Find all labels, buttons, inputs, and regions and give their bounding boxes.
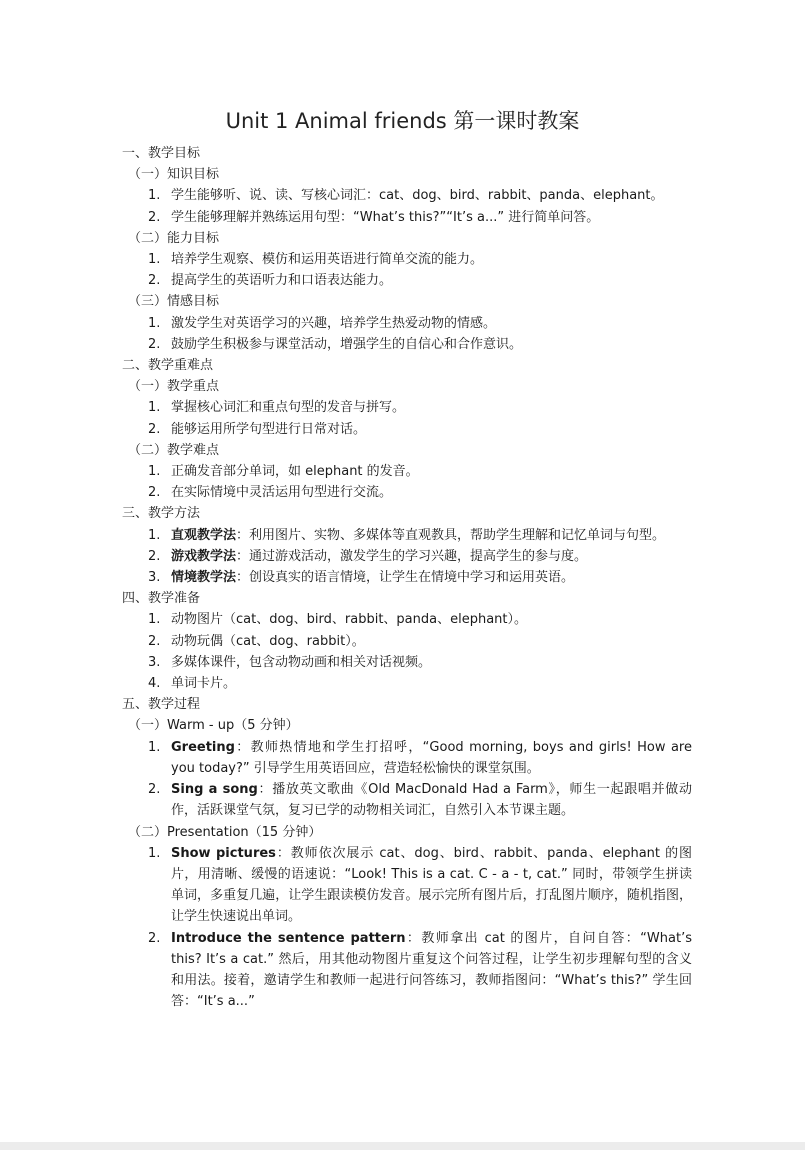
section-heading: 一、教学目标 (122, 146, 201, 161)
list-item: 1. 学生能够听、说、读、写核心词汇：cat、dog、bird、rabbit、panda、elephant。 (148, 188, 664, 204)
list-item: 2. Introduce the sentence pattern：教师拿出 cat 的图片，自问自答：“What’s this? It’s a cat.” 然后，用其他动物图片重复这个问答过程，让学生初步理解句型的含义和用法。接着，邀请学生和教师一起进行问答练习，教师指图问：“What’s this?” 学生回答：“It’s a...” (148, 930, 692, 1010)
section-heading: 三、教学方法 (122, 506, 201, 522)
list-item: 2. 提高学生的英语听力和口语表达能力。 (148, 273, 393, 289)
subsection-heading: （三）情感目标 (128, 294, 220, 310)
list-item: 1. 掌握核心词汇和重点句型的发音与拼写。 (148, 400, 406, 416)
list-item: 3. 情境教学法：创设真实的语言情境，让学生在情境中学习和运用英语。 (148, 570, 575, 586)
list-item: 1. 激发学生对英语学习的兴趣，培养学生热爱动物的情感。 (148, 315, 497, 331)
subsection-heading: （一）教学重点 (128, 379, 220, 395)
list-item: 2. 在实际情境中灵活运用句型进行交流。 (148, 485, 393, 501)
document-body (122, 143, 692, 1012)
section-heading: 二、教学重难点 (122, 358, 214, 374)
list-item: 1. 直观教学法：利用图片、实物、多媒体等直观教具，帮助学生理解和记忆单词与句型。 (148, 527, 666, 543)
document-title: Unit 1 Animal friends 第一课时教案 (225, 109, 580, 133)
list-item: 2. Sing a song：播放英文歌曲《Old MacDonald Had a Farm》，师生一起跟唱并做动作，活跃课堂气氛，复习已学的动物相关词汇，自然引入本节课主题。 (148, 782, 692, 819)
list-item: 2. 学生能够理解并熟练运用句型：“What’s this?”“It’s a...” 进行简单问答。 (148, 209, 600, 225)
section-heading: 四、教学准备 (122, 591, 201, 607)
subsection-heading: （二）教学难点 (128, 442, 220, 458)
list-item: 1. Greeting：教师热情地和学生打招呼，“Good morning, boys and girls! How are you today?” 引导学生用英语回应，营造轻松愉快的课堂氛围。 (148, 739, 692, 776)
section-heading: 五、教学过程 (122, 697, 201, 713)
subsection-heading: （二）能力目标 (128, 230, 220, 246)
list-item: 1. 培养学生观察、模仿和运用英语进行简单交流的能力。 (148, 252, 484, 268)
subsection-heading: （一）知识目标 (128, 167, 220, 183)
list-item: 1. 正确发音部分单词，如 elephant 的发音。 (148, 464, 419, 480)
list-item: 2. 游戏教学法：通过游戏活动，激发学生的学习兴趣，提高学生的参与度。 (148, 548, 588, 564)
list-item: 4. 单词卡片。 (148, 676, 237, 692)
list-item: 1. Show pictures：教师依次展示 cat、dog、bird、rabbit、panda、elephant 的图片，用清晰、缓慢的语速说：“Look! This is a cat. C - a - t, cat.” 同时，带领学生拼读单词，多重复几遍，让学生跟读模仿发音。展示完所有图片后，打乱图片顺序，随机指图，让学生快速说出单词。 (148, 845, 692, 925)
list-item: 1. 动物图片（cat、dog、bird、rabbit、panda、elephant）。 (148, 612, 528, 628)
subsection-heading: （二）Presentation（15 分钟） (128, 824, 322, 840)
list-item: 2. 动物玩偶（cat、dog、rabbit）。 (148, 633, 365, 649)
list-item: 2. 能够运用所学句型进行日常对话。 (148, 421, 367, 437)
subsection-heading: （一）Warm - up（5 分钟） (128, 718, 299, 734)
list-item: 2. 鼓励学生积极参与课堂活动，增强学生的自信心和合作意识。 (148, 336, 523, 352)
list-item: 3. 多媒体课件，包含动物动画和相关对话视频。 (148, 654, 432, 670)
